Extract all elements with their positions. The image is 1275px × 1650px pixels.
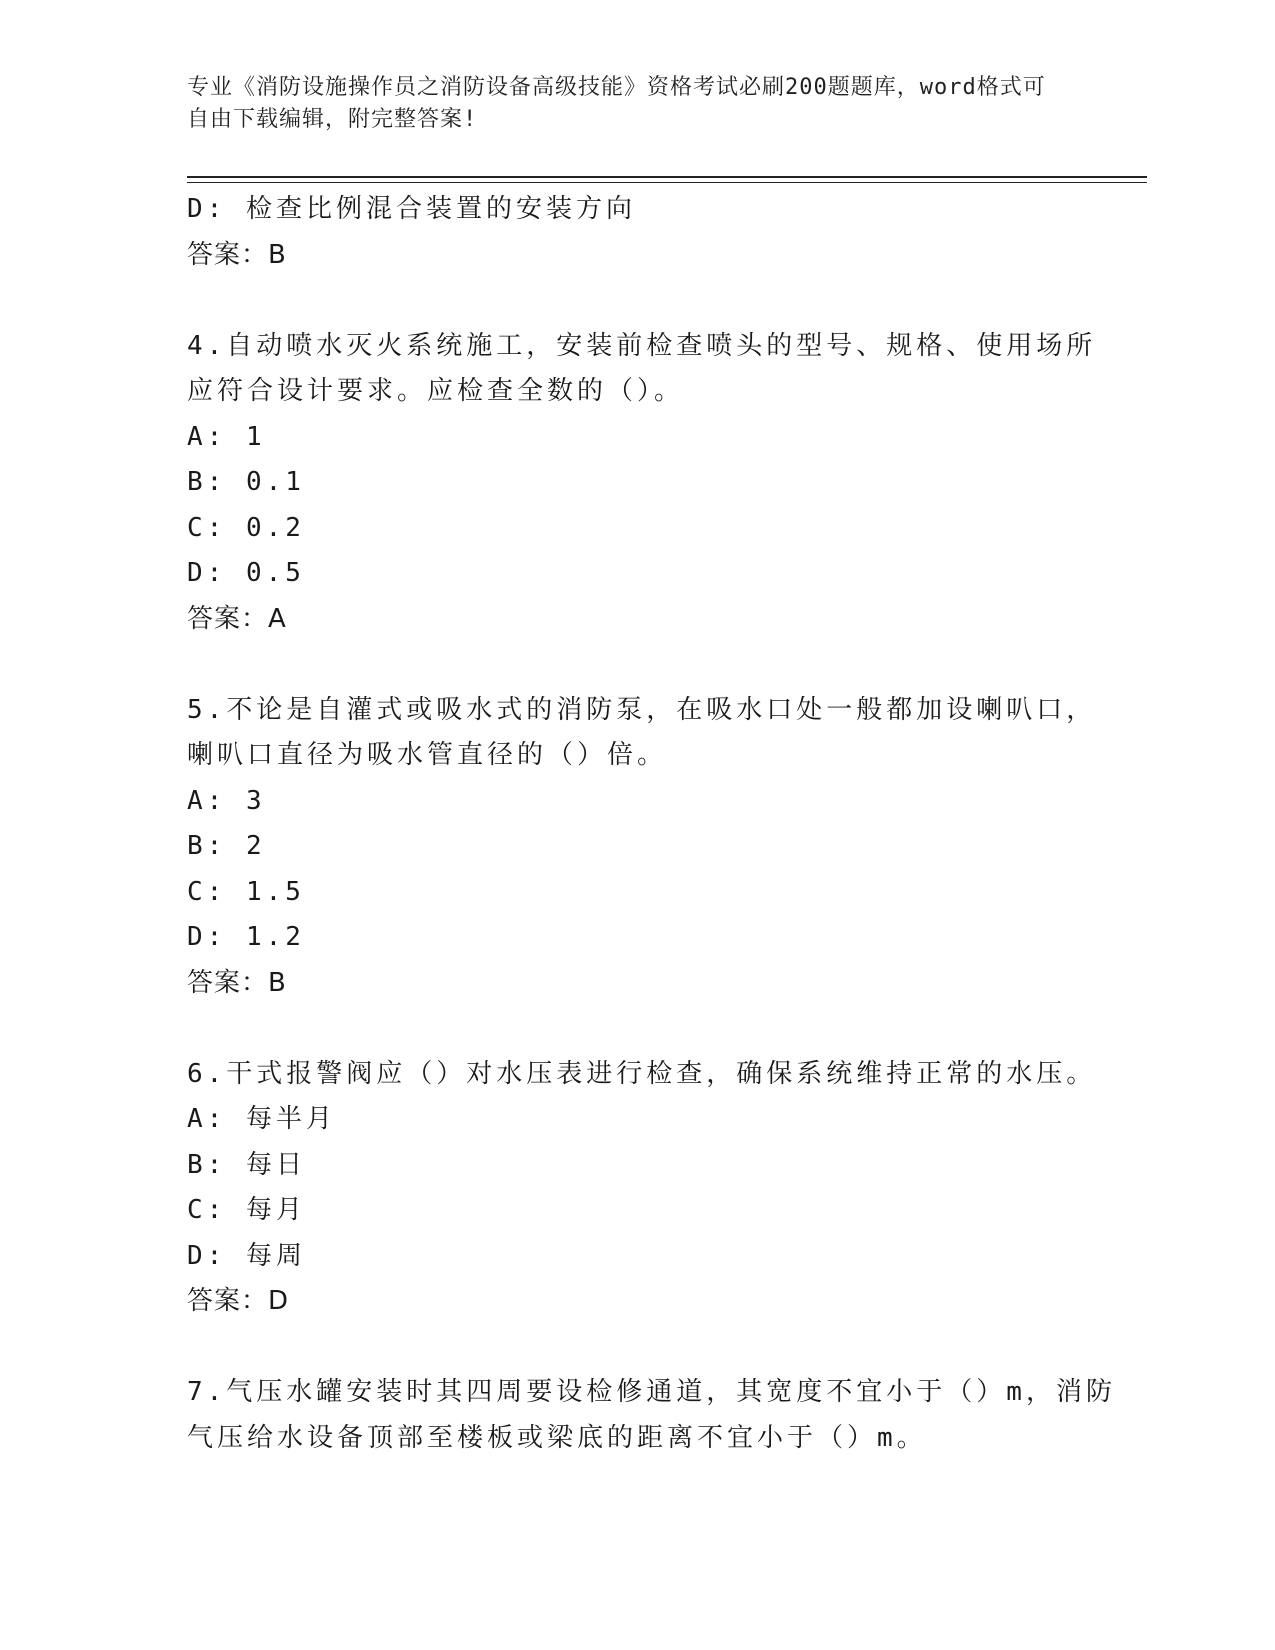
option-d: D: 检查比例混合装置的安装方向 [187,194,636,224]
option-b: B: 2 [187,831,266,861]
question-stem-continued: 应符合设计要求。应检查全数的（）。 [187,376,685,406]
option-d: D: 1.2 [187,922,305,952]
question-stem: 7.气压水罐安装时其四周要设检修通道，其宽度不宜小于（）m，消防 [187,1377,1116,1407]
option-c: C: 0.2 [187,512,305,543]
spacer [187,278,1067,324]
option-b: B: 每日 [187,1149,306,1180]
option-b: B: 0.1 [187,467,305,497]
header-divider-thick [187,176,1147,178]
option-a: A: 3 [187,785,266,816]
option-d: D: 每周 [187,1240,306,1271]
document-header: 专业《消防设施操作员之消防设备高级技能》资格考试必刷200题题库，word格式可自由下载编辑，附完整答案! [187,75,1046,132]
spacer [187,642,1067,688]
question-stem: 5.不论是自灌式或吸水式的消防泵，在吸水口处一般都加设喇叭口， [187,694,1097,725]
answer-line: 答案：D [187,1286,290,1316]
header-divider-thin [187,182,1147,183]
answer-line: 答案：A [187,603,287,634]
question-stem: 4.自动喷水灭火系统施工，安装前检查喷头的型号、规格、使用场所 [187,330,1097,361]
option-d: D: 0.5 [187,558,305,588]
option-c: C: 1.5 [187,876,305,907]
question-stem: 6.干式报警阀应（）对水压表进行检查，确保系统维持正常的水压。 [187,1058,1097,1089]
option-c: C: 每月 [187,1195,306,1225]
spacer [187,1006,1067,1052]
question-stem-continued: 喇叭口直径为吸水管直径的（）倍。 [187,740,668,770]
spacer [187,1325,1067,1371]
option-a: A: 1 [187,421,266,452]
option-a: A: 每半月 [187,1104,336,1134]
answer-line: 答案：B [187,239,287,270]
question-stem-continued: 气压给水设备顶部至楼板或梁底的距离不宜小于（）m。 [187,1422,927,1453]
answer-line: 答案：B [187,967,287,998]
question-list [187,187,1116,1461]
